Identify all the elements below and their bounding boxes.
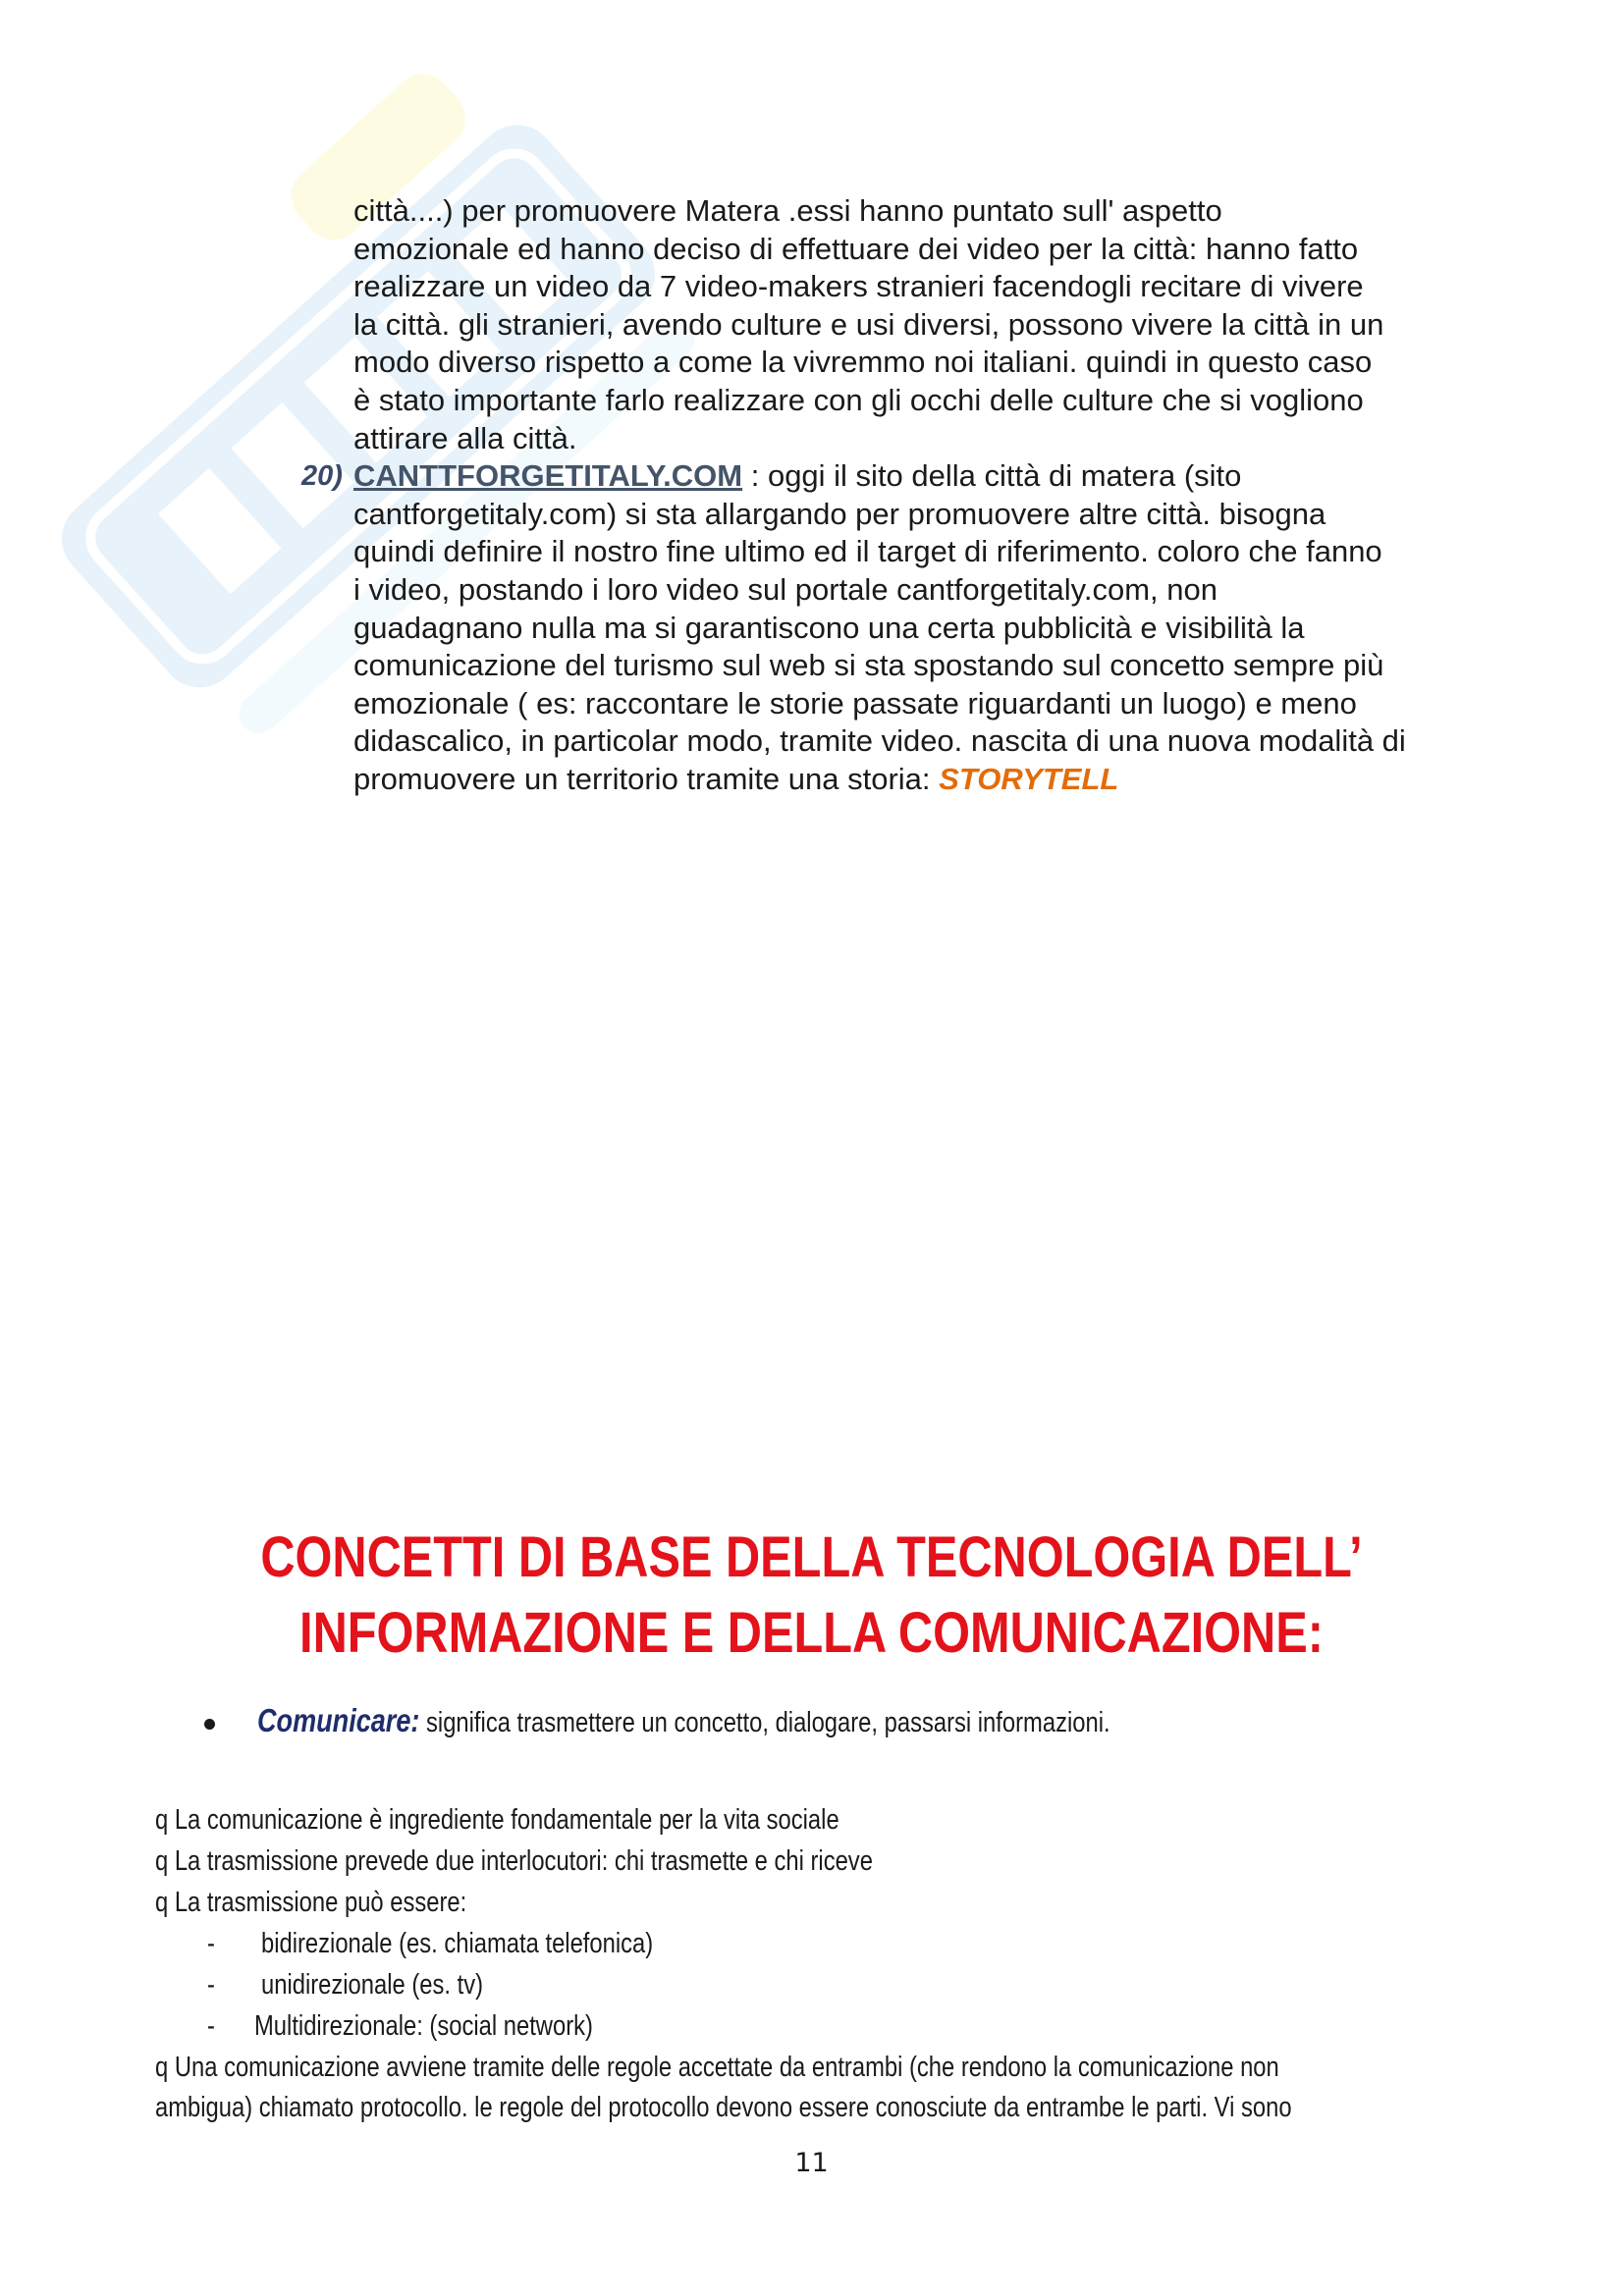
sub-bidirezionale: bidirezionale (es. chiamata telefonica) [261, 1928, 654, 1959]
item20-line-2: cantforgetitaly.com) si sta allargando per promuovere altre città. bisogna [353, 496, 1326, 531]
point-transmission-types: q La trasmissione può essere: [155, 1887, 467, 1918]
bullet-icon [204, 1719, 215, 1730]
site-link[interactable]: CANTTFORGETITALY.COM [353, 458, 743, 494]
intro-line-2: emozionale ed hanno deciso di effettuare dei video per la città: hanno fatto [353, 231, 1359, 266]
item20-line-1 [353, 457, 1483, 496]
intro-line-6: è stato importante farlo realizzare con gli occhi delle culture che si vogliono [353, 382, 1364, 417]
list-item-number: 20) [301, 460, 343, 493]
item20-line-5: guadagnano nulla ma si garantiscono una certa pubblicità e visibilità la [353, 610, 1305, 645]
list-item-20 [301, 457, 1483, 798]
item20-line-9 [353, 761, 1483, 799]
intro-line-3: realizzare un video da 7 video-makers stranieri facendogli recitare di vivere [353, 269, 1364, 304]
intro-line-5: modo diverso rispetto a come la vivremmo noi italiani. quindi in questo caso [353, 345, 1373, 380]
definition-line [257, 1702, 1110, 1739]
item20-line-7: emozionale ( es: raccontare le storie passate riguardanti un luogo) e meno [353, 685, 1357, 721]
item20-line-8: didascalico, in particolar modo, tramite video. nascita di una nuova modalità di [353, 723, 1406, 759]
point-protocol-line-1: q Una comunicazione avviene tramite delle regole accettate da entrambi (che rendono la comunicazione non [155, 2052, 1279, 2083]
item20-line-4: i video, postando i loro video sul portale cantforgetitaly.com, non [353, 571, 1217, 607]
point-social-life: q La comunicazione è ingrediente fondamentale per la vita sociale [155, 1804, 839, 1836]
item20-line-1-text: : oggi il sito della città di matera (sito [742, 458, 1242, 494]
intro-line-7: attirare alla città. [353, 420, 577, 455]
storytell-highlight: STORYTELL [939, 761, 1119, 796]
intro-line-4: la città. gli stranieri, avendo culture e usi diversi, possono vivere la città in un [353, 306, 1384, 342]
point-protocol-line-2: ambigua) chiamato protocollo. le regole del protocollo devono essere conosciute da entrambe le parti. Vi sono [155, 2092, 1292, 2123]
heading-line-2: INFORMAZIONE E DELLA COMUNICAZIONE: [299, 1601, 1324, 1665]
definition-term: Comunicare: [257, 1702, 420, 1738]
point-interlocutors: q La trasmissione prevede due interlocutori: chi trasmette e chi riceve [155, 1845, 873, 1877]
item20-line-9-text: promuovere un territorio tramite una storia: [353, 761, 940, 796]
heading-line-1: CONCETTI DI BASE DELLA TECNOLOGIA DELL’ [260, 1525, 1363, 1589]
sub-multidirezionale: Multidirezionale: (social network) [254, 2010, 593, 2042]
page-number: 11 [794, 2148, 829, 2178]
item20-line-6: comunicazione del turismo sul web si sta spostando sul concetto sempre più [353, 648, 1384, 683]
sub-dash-3: - [207, 2010, 215, 2042]
definition-text: significa trasmettere un concetto, dialogare, passarsi informazioni. [419, 1707, 1110, 1738]
section-heading [130, 1520, 1493, 1671]
text-block-matera [301, 192, 1483, 799]
sub-dash-1: - [207, 1928, 215, 1959]
intro-line-1: città....) per promuovere Matera .essi hanno puntato sull' aspetto [353, 193, 1222, 228]
item20-line-3: quindi definire il nostro fine ultimo ed il target di riferimento. coloro che fanno [353, 534, 1382, 569]
sub-dash-2: - [207, 1969, 215, 2001]
sub-unidirezionale: unidirezionale (es. tv) [261, 1969, 484, 2001]
